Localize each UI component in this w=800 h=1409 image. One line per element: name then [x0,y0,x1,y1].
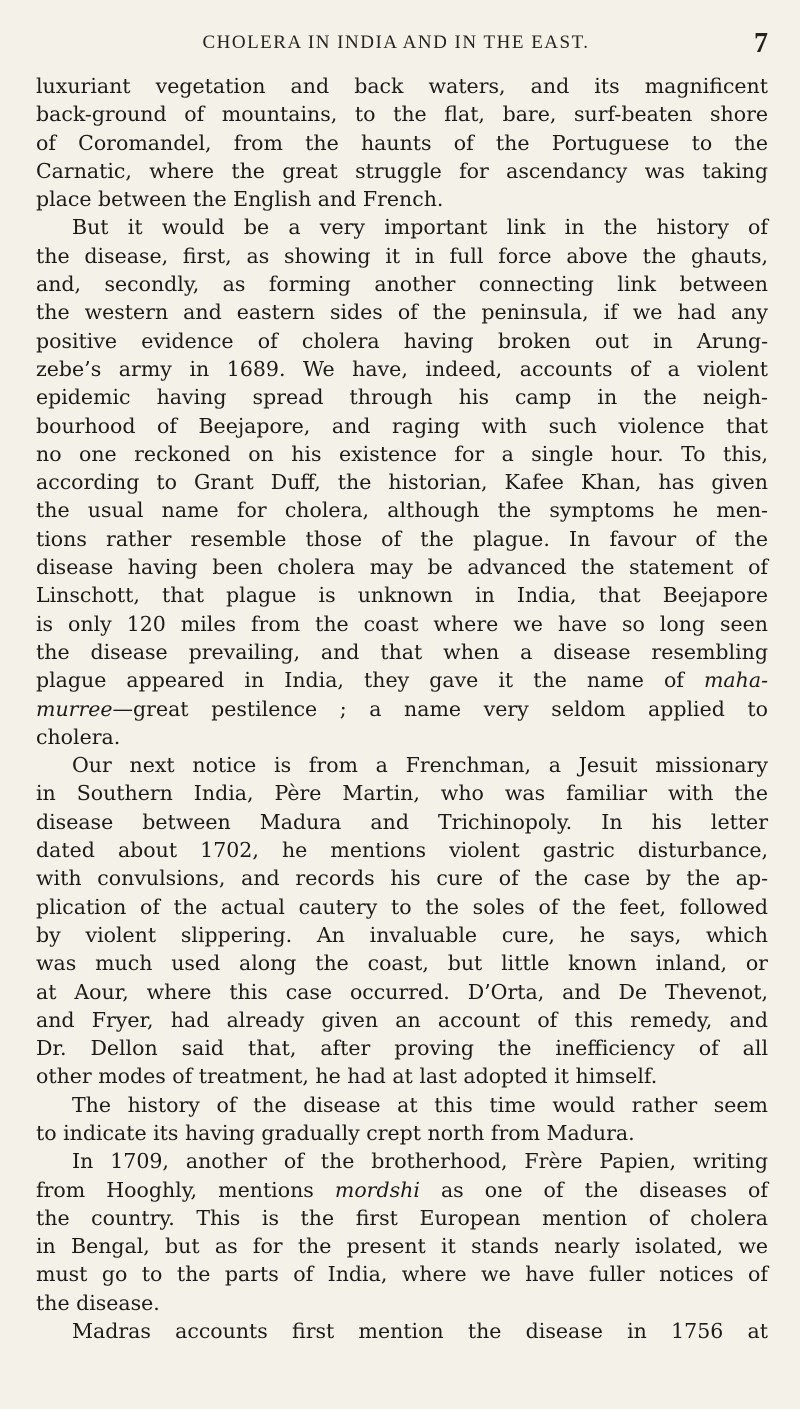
text-line: dated about 1702, he mentions violent gastric disturbance, [36,838,768,863]
running-title: CHOLERA IN INDIA AND IN THE EAST. [202,32,590,53]
text-line: tions rather resemble those of the plague. In favour of the [36,526,768,551]
text-line: the usual name for cholera, although the symptoms he men- [36,498,768,523]
text-line: in Southern India, Père Martin, who was familiar with the [36,781,768,806]
text-line: disease between Madura and Trichinopoly. In his letter [36,809,768,834]
text-line [36,695,768,723]
text-line: no one reckoned on his existence for a single hour. To this, [36,441,768,466]
text-line: by violent slippering. An invaluable cure, he says, which [36,922,768,947]
text-line: other modes of treatment, he had at last adopted it himself. [36,1064,658,1089]
text-line: Linschott, that plague is unknown in India, that Beejapore [36,583,768,608]
page-number: 7 [754,28,768,59]
text-line: The history of the disease at this time would rather seem [72,1092,768,1117]
text-line [36,666,768,694]
text-line: is only 120 miles from the coast where we have so long seen [36,611,768,636]
text-line: the disease. [36,1290,160,1315]
text-line: and Fryer, had already given an account of this remedy, and [36,1007,768,1032]
italic-term: murree [36,696,113,721]
text-line: at Aour, where this case occurred. D’Orta, and De Thevenot, [36,979,768,1004]
text-line: place between the English and French. [36,187,444,212]
text-line: to indicate its having gradually crept north from Madura. [36,1120,635,1145]
text-line: the disease prevailing, and that when a disease resembling [36,639,768,664]
italic-term: mordshi [334,1177,420,1202]
italic-term: maha- [703,668,768,693]
text-run: as one of the diseases of [419,1177,768,1202]
text-line: Madras accounts first mention the disease in 1756 at [72,1319,768,1344]
text-line: positive evidence of cholera having broken out in Arung- [36,328,768,353]
text-line: cholera. [36,724,121,749]
text-run: plague appeared in India, they gave it the name of [36,668,704,693]
text-line: bourhood of Beejapore, and raging with such violence that [36,413,768,438]
text-line: zebe’s army in 1689. We have, indeed, accounts of a violent [36,356,768,381]
text-line: the western and eastern sides of the peninsula, if we had any [36,300,768,325]
text-run: —great pestilence ; a name very seldom applied to [112,696,768,721]
text-line: in Bengal, but as for the present it stands nearly isolated, we [36,1234,768,1259]
text-line: was much used along the coast, but little known inland, or [36,951,768,976]
text-line [36,1176,768,1204]
text-line: Carnatic, where the great struggle for ascendancy was taking [36,158,768,183]
text-line: plication of the actual cautery to the soles of the feet, followed [36,894,768,919]
text-line: of Coromandel, from the haunts of the Portuguese to the [36,130,768,155]
text-line: But it would be a very important link in the history of [72,215,768,240]
text-line: back-ground of mountains, to the flat, bare, surf-beaten shore [36,102,768,127]
text-line: Our next notice is from a Frenchman, a Jesuit missionary [72,753,768,778]
text-line: with convulsions, and records his cure of the case by the ap- [36,866,768,891]
text-line: luxuriant vegetation and back waters, and its magnificent [36,74,768,98]
body-text [36,72,768,1345]
text-run: from Hooghly, mentions [36,1177,335,1202]
text-line: Dr. Dellon said that, after proving the inefficiency of all [36,1036,768,1061]
text-line: epidemic having spread through his camp in the neigh- [36,385,768,410]
running-head [36,30,768,60]
text-line: the disease, first, as showing it in full force above the ghauts, [36,243,768,268]
text-line: In 1709, another of the brotherhood, Frère Papien, writing [72,1149,768,1174]
text-line: and, secondly, as forming another connecting link between [36,272,768,297]
text-line: must go to the parts of India, where we have fuller notices of [36,1262,768,1287]
text-line: the country. This is the first European mention of cholera [36,1205,768,1230]
text-line: disease having been cholera may be advanced the statement of [36,555,768,580]
text-line: according to Grant Duff, the historian, Kafee Khan, has given [36,470,768,495]
